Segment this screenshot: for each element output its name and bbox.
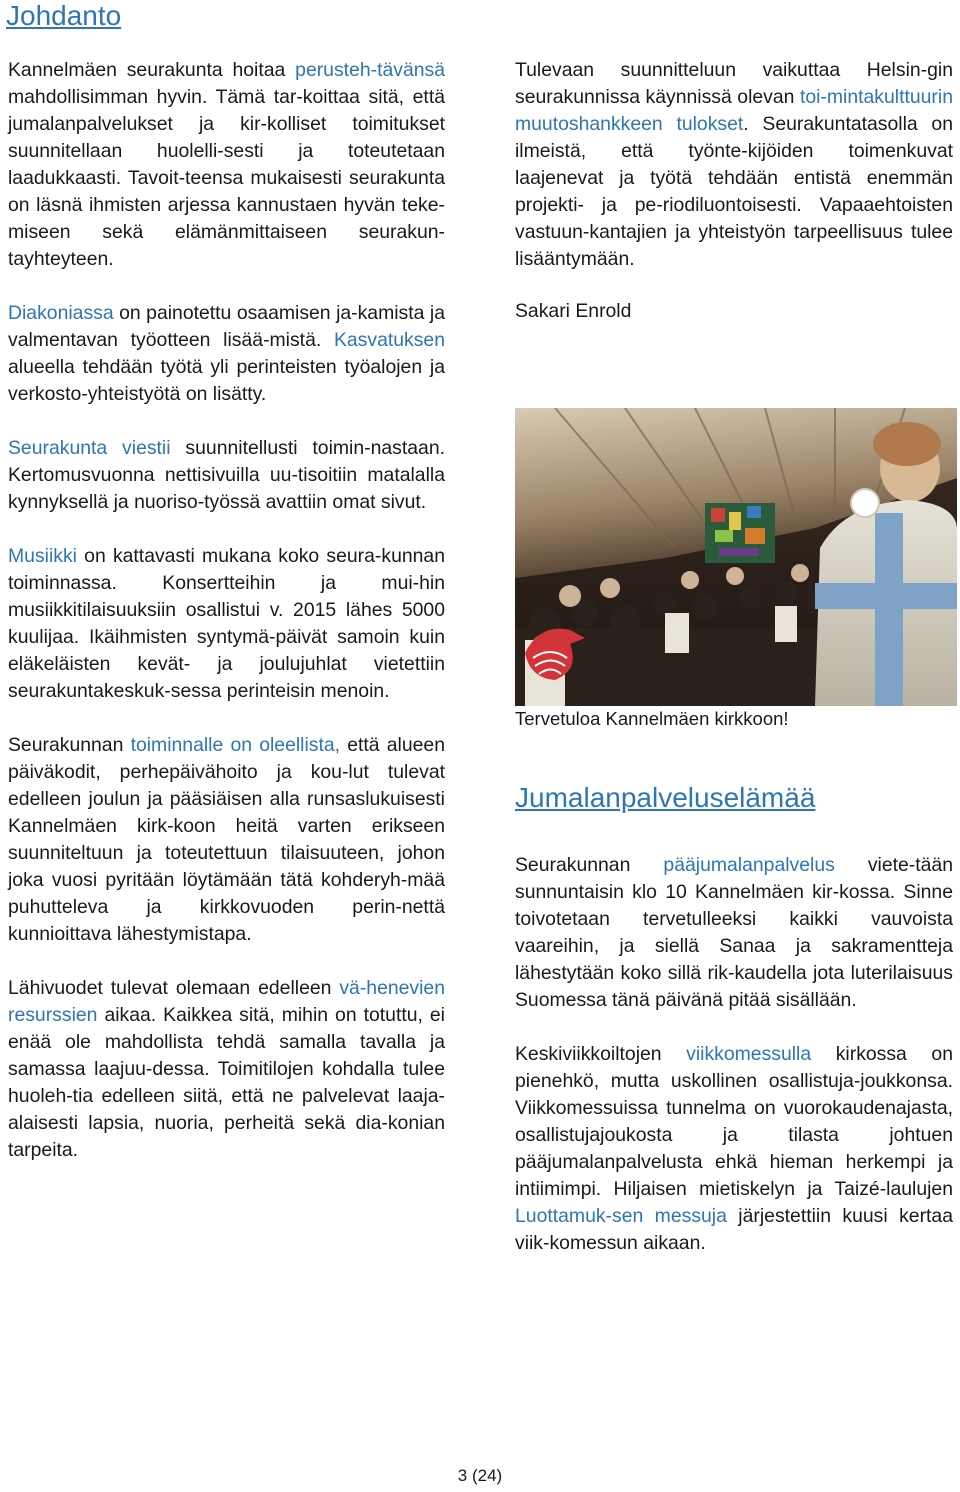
paragraph-communication: Seurakunta viestii suunnitellusti toimin-nastaan. Kertomusvuonna nettisivuilla uu-tisoitiin matalalla kynnyksellä ja nuoriso-työssä avattiin omat sivut. [8,437,445,513]
photo-caption: Tervetuloa Kannelmäen kirkkoon! [515,708,789,729]
church-photo [515,408,957,706]
paragraph-main-service: Seurakunnan pääjumalanpalvelus viete-tään sunnuntaisin klo 10 Kannelmäen kir-kossa. Sinne toivotetaan tervetulleeksi kaikki vauvoista vaareihin, ja siellä Sanaa ja sakramentteja lähestytään koko sillä rik-kaudella jota luterilaisuus Suomessa tänä päivänä pitää sisällään. [515,854,954,1011]
link-perustehtava: perusteh-tävänsä [295,59,445,81]
author-signature: Sakari Enrold [515,300,632,322]
section-heading-johdanto: Johdanto [6,0,122,31]
paragraph-planning: Tulevaan suunnitteluun vaikuttaa Helsin-gin seurakunnissa käynnissä olevan toi-mintakulttuurin muutoshankkeen tulokset. Seurakuntatasolla on ilmeistä, että työnte-kijöiden toimenkuvat laajenevat ja työtä tehdään entistä enemmän projekti- ja pe-riodiluontoisesti. Vapaaehtoisten vastuun-kantajien ja yhteistyön tarpeellisuus tulee lisääntymään. [515,59,953,270]
link-vahenevien-resurssien: vä-henevien resurssien [8,977,445,1026]
link-musiikki: Musiikki [8,545,77,567]
link-seurakunta-viestii: Seurakunta viestii [8,437,171,459]
section-heading-jumalanpalveluselama: Jumalanpalveluselämää [515,782,816,813]
link-paajumalanpalvelus: pääjumalanpalvelus [663,854,835,876]
paragraph-music: Musiikki on kattavasti mukana koko seura-kunnan toiminnassa. Konsertteihin ja mui-hin musiikkitilaisuuksiin osallistui v. 2015 lähes 5000 kuulijaa. Ikäihmisten syntymä-päivät samoin kuin eläkeläisten kevät- ja joulujuhlat vietettiin seurakuntakeskuk-sessa perinteisin menoin. [8,545,445,702]
right-column-bottom [515,852,953,1257]
paragraph-basic-mission: Kannelmäen seurakunta hoitaa perusteh-tävänsä mahdollisimman hyvin. Tämä tar-koittaa sitä, että jumalanpalvelukset ja kir-kolliset toimitukset suunnitellaan huolelli-sesti ja toteutetaan laadukkaasti. Tavoit-teensa mukaisesti seurakunta on läsnä ihmisten arjessa kannustaen hyvän teke-miseen sekä elämänmittaiseen seurakun-tayhteyteen. [8,59,445,270]
link-toiminnalle: toiminnalle on oleellista, [130,734,341,756]
link-kasvatuksen: Kasvatuksen [333,329,445,351]
link-diakoniassa: Diakoniassa [8,302,114,324]
page-number: 3 (24) [457,1466,503,1485]
paragraph-weekly-mass: Keskiviikkoiltojen viikkomessulla kirkossa on pienehkö, mutta uskollinen osallistuja-joukkonsa. Viikkomessuissa tunnelma on vuorokaudenajasta, osallistujajoukosta ja tilasta johtuen pääjumalanpalvelusta ehkä hieman herkempi ja intiimimpi. Hiljaisen mietiskelyn ja Taizé-laulujen Luottamuk-sen messuja järjestettiin kuusi kertaa viik-komessun aikaan. [515,1043,953,1254]
right-column-top [515,57,953,325]
left-column [8,57,445,1164]
link-luottamuksen-messu: Luottamuk-sen messuja [515,1205,727,1227]
link-muutoshanke: toi-mintakulttuurin muutoshankkeen tulokset [515,86,953,135]
link-viikkomessu: viikkomessulla [686,1043,812,1065]
paragraph-future: Lähivuodet tulevat olemaan edelleen vä-henevien resurssien aikaa. Kaikkea sitä, mihin on totuttu, ei enää ole mahdollista tehdä samalla tavalla ja samassa laajuu-dessa. Toimitilojen kohdalla tulee huoleh-tia edelleen siitä, että ne palvelevat laaja-alaisesti lapsia, nuoria, perheitä sekä dia-konian tarpeita. [8,977,445,1161]
paragraph-activities: Seurakunnan toiminnalle on oleellista, että alueen päiväkodit, perhepäivähoito ja kou-lut tulevat edelleen joulun ja pääsiäisen alla runsaslukuisesti Kannelmäen kirk-koon heitä varten erikseen suunniteltuun ja toteutettuun tilaisuuteen, johon joka vuosi pyritään löytämään tätä kohderyh-mää puhutteleva ja kirkkovuoden perin-nettä kunnioittava lähestymistapa. [8,734,445,945]
paragraph-diakonia: Diakoniassa on painotettu osaamisen ja-kamista ja valmentavan työotteen lisää-mistä. Kasvatuksen alueella tehdään työtä yli perinteisten työalojen ja verkosto-yhteistyötä on lisätty. [8,302,445,405]
